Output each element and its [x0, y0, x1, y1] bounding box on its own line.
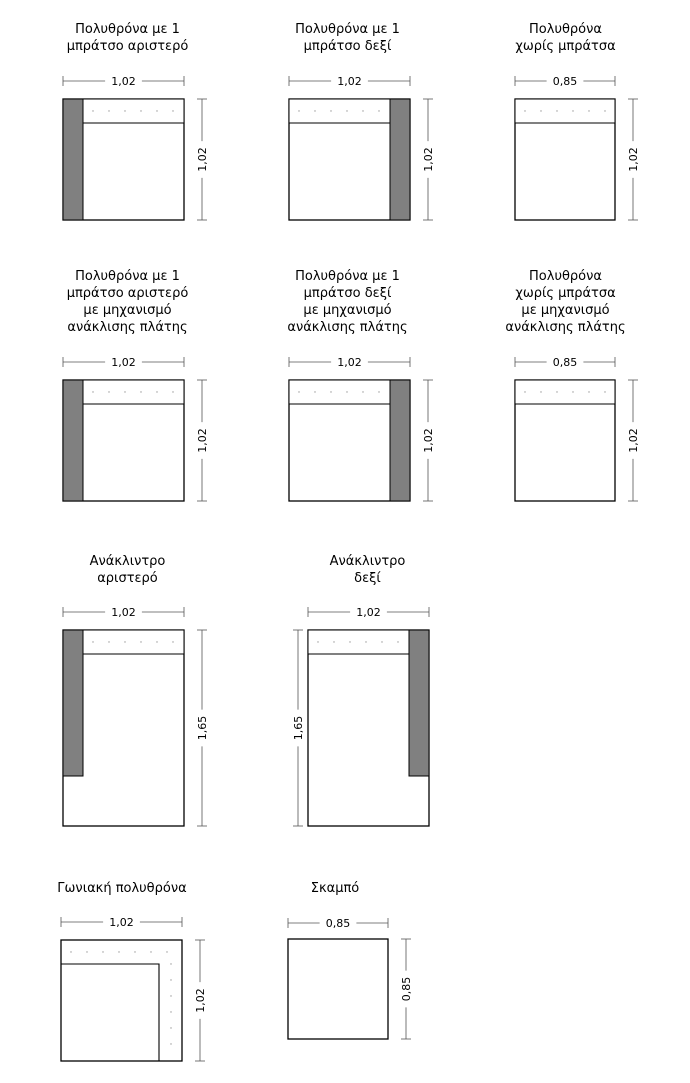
backrest-stitch	[172, 110, 173, 111]
backrest-stitch	[86, 951, 87, 952]
armrest-left	[63, 99, 83, 220]
depth-dimension-8	[292, 630, 305, 826]
dim-label: 1,02	[194, 988, 207, 1013]
item-title-10: Σκαμπό	[310, 881, 360, 896]
dim-label: 1,02	[627, 428, 640, 453]
backrest-stitch	[108, 641, 109, 642]
backrest-stitch	[556, 391, 557, 392]
item-title-6: Πολυθρόνα χωρίς μπράτσα με μηχανισμό ανάκλισης πλάτης	[505, 269, 626, 335]
item-title-1: Πολυθρόνα με 1 μπράτσο αριστερό	[66, 22, 189, 54]
width-dimension-9	[61, 916, 182, 929]
depth-dimension-1	[196, 99, 209, 220]
backrest-stitch	[102, 951, 103, 952]
backrest-stitch	[170, 995, 171, 996]
dim-label: 1,65	[196, 715, 209, 741]
dim-label: 1,02	[422, 428, 435, 453]
dim-label: 0,85	[552, 356, 578, 369]
dim-label: 1,02	[356, 606, 381, 619]
backrest-stitch	[92, 391, 93, 392]
item-drawing-7	[63, 630, 184, 826]
item-title-2: Πολυθρόνα με 1 μπράτσο δεξί	[295, 22, 400, 54]
width-dimension-3	[515, 75, 615, 88]
dim-label: 1,02	[109, 916, 134, 929]
backrest-stitch	[314, 391, 315, 392]
seat-outline	[61, 940, 182, 1061]
width-dimension-8	[308, 606, 429, 619]
backrest-stitch	[172, 391, 173, 392]
backrest-stitch	[524, 391, 525, 392]
depth-dimension-5	[422, 380, 435, 501]
armrest-right	[390, 380, 410, 501]
backrest-stitch	[156, 110, 157, 111]
backrest-stitch	[362, 391, 363, 392]
backrest-stitch	[317, 641, 318, 642]
item-title-3: Πολυθρόνα χωρίς μπράτσα	[515, 22, 616, 54]
dim-label: 1,02	[111, 356, 136, 369]
backrest-stitch	[150, 951, 151, 952]
backrest-stitch	[156, 641, 157, 642]
armrest-left	[63, 630, 83, 776]
backrest-stitch	[556, 110, 557, 111]
backrest-stitch	[572, 110, 573, 111]
backrest-stitch	[381, 641, 382, 642]
backrest-stitch	[588, 110, 589, 111]
backrest-stitch	[140, 641, 141, 642]
backrest-stitch	[108, 391, 109, 392]
backrest	[515, 99, 615, 123]
dim-label: 0,85	[325, 917, 351, 930]
depth-dimension-9	[194, 940, 207, 1061]
item-title-5: Πολυθρόνα με 1 μπράτσο δεξί με μηχανισμό ανάκλισης πλάτης	[287, 269, 408, 335]
backrest	[83, 99, 184, 123]
backrest-stitch	[70, 951, 71, 952]
backrest	[289, 380, 390, 404]
backrest-stitch	[330, 110, 331, 111]
item-title-4: Πολυθρόνα με 1 μπράτσο αριστερό με μηχανισμό ανάκλισης πλάτης	[66, 269, 189, 335]
dim-label: 1,02	[337, 75, 362, 88]
backrest-stitch	[140, 110, 141, 111]
width-dimension-6	[515, 356, 615, 369]
backrest-stitch	[140, 391, 141, 392]
dim-label: 1,02	[196, 428, 209, 453]
backrest-stitch	[604, 391, 605, 392]
item-drawing-2	[289, 99, 410, 220]
item-drawing-5	[289, 380, 410, 501]
backrest-stitch	[604, 110, 605, 111]
dim-label: 1,02	[627, 147, 640, 172]
dim-label: 1,02	[111, 606, 136, 619]
item-drawing-9	[61, 940, 182, 1061]
backrest-stitch	[134, 951, 135, 952]
dim-label: 1,02	[196, 147, 209, 172]
backrest-stitch	[170, 1027, 171, 1028]
backrest	[308, 630, 409, 654]
backrest-stitch	[172, 641, 173, 642]
width-dimension-5	[289, 356, 410, 369]
backrest-stitch	[540, 391, 541, 392]
dim-label: 0,85	[552, 75, 578, 88]
backrest-stitch	[170, 963, 171, 964]
backrest-stitch	[118, 951, 119, 952]
dim-label: 1,02	[111, 75, 136, 88]
backrest-stitch	[524, 110, 525, 111]
item-drawing-4	[63, 380, 184, 501]
depth-dimension-3	[627, 99, 640, 220]
backrest	[515, 380, 615, 404]
dim-label: 1,02	[422, 147, 435, 172]
backrest-stitch	[346, 391, 347, 392]
width-dimension-1	[63, 75, 184, 88]
dim-label: 0,85	[400, 976, 413, 1002]
width-dimension-7	[63, 606, 184, 619]
backrest	[289, 99, 390, 123]
depth-dimension-2	[422, 99, 435, 220]
width-dimension-10	[288, 917, 388, 930]
backrest-stitch	[298, 110, 299, 111]
backrest-stitch	[362, 110, 363, 111]
armrest-left	[63, 380, 83, 501]
armrest-right	[390, 99, 410, 220]
backrest-stitch	[298, 391, 299, 392]
backrest-stitch	[166, 951, 167, 952]
backrest	[83, 630, 184, 654]
item-drawing-1	[63, 99, 184, 220]
item-title-9: Γωνιακή πολυθρόνα	[57, 881, 187, 896]
backrest-stitch	[365, 641, 366, 642]
item-title-8: Ανάκλιντρο δεξί	[329, 554, 406, 586]
depth-dimension-7	[196, 630, 209, 826]
item-title-7: Ανάκλιντρο αριστερό	[89, 554, 166, 586]
backrest-stitch	[349, 641, 350, 642]
backrest-stitch	[108, 110, 109, 111]
depth-dimension-10	[400, 939, 413, 1039]
dim-label: 1,65	[292, 715, 305, 741]
depth-dimension-4	[196, 380, 209, 501]
backrest-stitch	[170, 979, 171, 980]
armrest-right	[409, 630, 429, 776]
backrest-stitch	[124, 110, 125, 111]
backrest-stitch	[378, 391, 379, 392]
item-drawing-8	[308, 630, 429, 826]
backrest-stitch	[572, 391, 573, 392]
backrest-stitch	[92, 110, 93, 111]
backrest-stitch	[330, 391, 331, 392]
backrest-stitch	[397, 641, 398, 642]
backrest-stitch	[333, 641, 334, 642]
width-dimension-2	[289, 75, 410, 88]
backrest-stitch	[378, 110, 379, 111]
width-dimension-4	[63, 356, 184, 369]
backrest-stitch	[170, 1043, 171, 1044]
ottoman-outline	[288, 939, 388, 1039]
backrest-stitch	[540, 110, 541, 111]
backrest-stitch	[346, 110, 347, 111]
dim-label: 1,02	[337, 356, 362, 369]
backrest-stitch	[588, 391, 589, 392]
backrest	[83, 380, 184, 404]
backrest-stitch	[156, 391, 157, 392]
backrest-stitch	[170, 1011, 171, 1012]
depth-dimension-6	[627, 380, 640, 501]
backrest-stitch	[124, 641, 125, 642]
item-drawing-6	[515, 380, 615, 501]
backrest-stitch	[314, 110, 315, 111]
item-drawing-10	[288, 939, 388, 1039]
backrest-stitch	[124, 391, 125, 392]
backrest-stitch	[92, 641, 93, 642]
item-drawing-3	[515, 99, 615, 220]
